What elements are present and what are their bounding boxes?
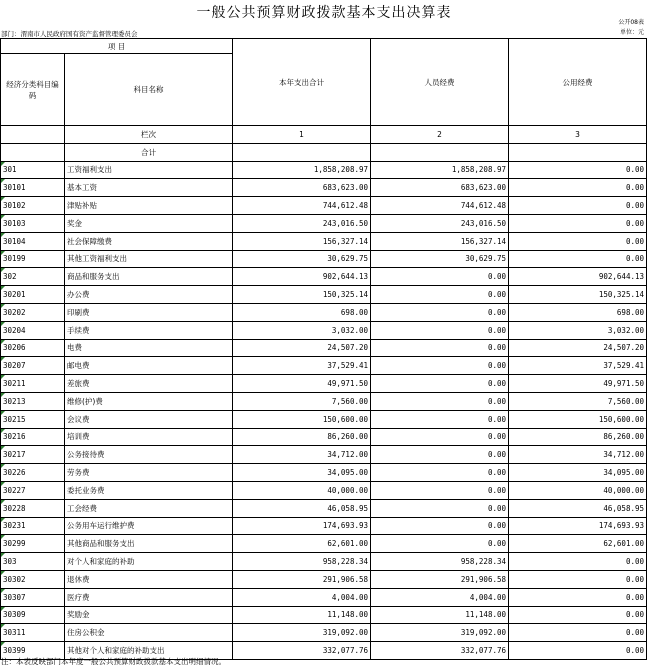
subject-name-cell: 对个人和家庭的补助 <box>65 553 233 571</box>
econ-code-cell: 30213 <box>1 392 65 410</box>
public-cell: 0.00 <box>509 570 647 588</box>
subject-name-cell: 劳务费 <box>65 464 233 482</box>
public-cell: 49,971.50 <box>509 375 647 393</box>
total-cell: 24,507.20 <box>233 339 371 357</box>
total-cell: 11,148.00 <box>233 606 371 624</box>
personnel-cell: 1,858,208.97 <box>371 161 509 179</box>
personnel-cell: 0.00 <box>371 268 509 286</box>
total-cell: 40,000.00 <box>233 481 371 499</box>
total-cell: 1,858,208.97 <box>233 161 371 179</box>
econ-code-cell: 30101 <box>1 179 65 197</box>
subject-name-cell: 奖励金 <box>65 606 233 624</box>
total-cell: 683,623.00 <box>233 179 371 197</box>
public-cell: 698.00 <box>509 303 647 321</box>
econ-code-cell: 30199 <box>1 250 65 268</box>
department-label: 部门：渭南市人民政府国有资产监督管理委员会 <box>1 30 138 38</box>
econ-code-cell: 30226 <box>1 464 65 482</box>
total-cell: 4,004.00 <box>233 588 371 606</box>
column-number-3: 3 <box>509 126 647 144</box>
total-cell: 156,327.14 <box>233 232 371 250</box>
subject-name-cell: 住房公积金 <box>65 624 233 642</box>
personnel-cell: 0.00 <box>371 321 509 339</box>
subject-name-cell: 医疗费 <box>65 588 233 606</box>
personnel-cell: 0.00 <box>371 428 509 446</box>
table-row <box>1 481 647 499</box>
subject-name-cell: 工资福利支出 <box>65 161 233 179</box>
personnel-cell: 0.00 <box>371 499 509 517</box>
public-cell: 0.00 <box>509 250 647 268</box>
total-cell: 7,560.00 <box>233 392 371 410</box>
personnel-cell: 958,228.34 <box>371 553 509 571</box>
personnel-cell: 0.00 <box>371 410 509 428</box>
public-cell: 24,507.20 <box>509 339 647 357</box>
subject-name-cell: 其他工资福利支出 <box>65 250 233 268</box>
personnel-cell: 0.00 <box>371 303 509 321</box>
personnel-cell: 319,092.00 <box>371 624 509 642</box>
footnote: 注：本表反映部门本年度一般公共预算财政拨款基本支出明细情况。 <box>1 657 226 666</box>
econ-code-cell: 30231 <box>1 517 65 535</box>
personnel-cell: 0.00 <box>371 357 509 375</box>
personnel-cell: 0.00 <box>371 517 509 535</box>
public-cell: 3,032.00 <box>509 321 647 339</box>
table-row <box>1 303 647 321</box>
econ-code-cell: 302 <box>1 268 65 286</box>
subject-name-cell: 工会经费 <box>65 499 233 517</box>
econ-code-cell: 30202 <box>1 303 65 321</box>
project-header: 项 目 <box>1 39 233 54</box>
econ-code-cell: 303 <box>1 553 65 571</box>
subject-name-cell: 差旅费 <box>65 375 233 393</box>
table-row <box>1 446 647 464</box>
table-row <box>1 179 647 197</box>
unit-label: 单位：元 <box>619 29 644 36</box>
econ-code-cell: 30307 <box>1 588 65 606</box>
table-row <box>1 375 647 393</box>
subject-name-cell: 手续费 <box>65 321 233 339</box>
public-cell: 150,325.14 <box>509 286 647 304</box>
econ-code-cell: 30215 <box>1 410 65 428</box>
public-cell: 62,601.00 <box>509 535 647 553</box>
subject-name-cell: 其他商品和服务支出 <box>65 535 233 553</box>
public-cell: 7,560.00 <box>509 392 647 410</box>
table-row <box>1 624 647 642</box>
econ-code-cell: 30103 <box>1 214 65 232</box>
table-row <box>1 161 647 179</box>
personnel-cell: 0.00 <box>371 375 509 393</box>
public-cell: 0.00 <box>509 179 647 197</box>
public-cell: 0.00 <box>509 588 647 606</box>
public-cell: 0.00 <box>509 553 647 571</box>
public-cell: 0.00 <box>509 214 647 232</box>
public-cell: 0.00 <box>509 232 647 250</box>
subject-name-cell: 公务用车运行维护费 <box>65 517 233 535</box>
personnel-cell: 0.00 <box>371 446 509 464</box>
subject-name-cell: 办公费 <box>65 286 233 304</box>
subject-name-cell: 培训费 <box>65 428 233 446</box>
public-cell: 34,095.00 <box>509 464 647 482</box>
expenditure-table <box>0 38 647 660</box>
public-cell: 37,529.41 <box>509 357 647 375</box>
personnel-cell: 30,629.75 <box>371 250 509 268</box>
public-cell: 150,600.00 <box>509 410 647 428</box>
econ-code-cell: 30228 <box>1 499 65 517</box>
econ-code-cell: 30299 <box>1 535 65 553</box>
table-row <box>1 232 647 250</box>
total-cell: 37,529.41 <box>233 357 371 375</box>
personnel-cell: 683,623.00 <box>371 179 509 197</box>
subject-name-cell: 维修(护)费 <box>65 392 233 410</box>
subject-name-cell: 退休费 <box>65 570 233 588</box>
table-row <box>1 286 647 304</box>
total-column-header: 本年支出合计 <box>233 39 371 126</box>
subject-name-cell: 印刷费 <box>65 303 233 321</box>
personnel-cell: 291,906.58 <box>371 570 509 588</box>
column-number-1: 1 <box>233 126 371 144</box>
public-cell: 0.00 <box>509 606 647 624</box>
table-row <box>1 250 647 268</box>
subject-name-cell: 公务接待费 <box>65 446 233 464</box>
personnel-cell: 0.00 <box>371 481 509 499</box>
subject-name-cell: 社会保障缴费 <box>65 232 233 250</box>
table-row <box>1 357 647 375</box>
total-cell: 291,906.58 <box>233 570 371 588</box>
report-title: 一般公共预算财政拨款基本支出决算表 <box>196 5 452 21</box>
personnel-cell: 744,612.48 <box>371 197 509 215</box>
table-row <box>1 392 647 410</box>
public-cell: 86,260.00 <box>509 428 647 446</box>
econ-code-cell: 30104 <box>1 232 65 250</box>
econ-code-cell: 30217 <box>1 446 65 464</box>
total-row-label: 合计 <box>65 143 233 161</box>
table-row <box>1 321 647 339</box>
total-cell: 49,971.50 <box>233 375 371 393</box>
econ-code-cell: 30206 <box>1 339 65 357</box>
subject-name-cell: 奖金 <box>65 214 233 232</box>
subject-name-cell: 其他对个人和家庭的补助支出 <box>65 642 233 660</box>
personnel-cell: 0.00 <box>371 286 509 304</box>
public-cell: 0.00 <box>509 161 647 179</box>
personnel-cell: 11,148.00 <box>371 606 509 624</box>
total-row <box>1 143 647 161</box>
table-row <box>1 588 647 606</box>
econ-code-cell: 30227 <box>1 481 65 499</box>
total-cell: 30,629.75 <box>233 250 371 268</box>
form-number: 公开08表 <box>618 19 644 26</box>
subject-name-cell: 基本工资 <box>65 179 233 197</box>
personnel-column-header: 人员经费 <box>371 39 509 126</box>
personnel-cell: 0.00 <box>371 535 509 553</box>
subject-name-header: 科目名称 <box>65 54 233 126</box>
total-cell: 243,016.50 <box>233 214 371 232</box>
econ-code-cell: 301 <box>1 161 65 179</box>
subject-name-cell: 邮电费 <box>65 357 233 375</box>
total-cell: 62,601.00 <box>233 535 371 553</box>
subject-name-cell: 商品和服务支出 <box>65 268 233 286</box>
public-column-header: 公用经费 <box>509 39 647 126</box>
public-cell: 40,000.00 <box>509 481 647 499</box>
total-cell: 698.00 <box>233 303 371 321</box>
table-row <box>1 214 647 232</box>
total-cell: 34,712.00 <box>233 446 371 464</box>
table-row <box>1 428 647 446</box>
table-row <box>1 535 647 553</box>
econ-code-cell: 30204 <box>1 321 65 339</box>
total-cell: 332,077.76 <box>233 642 371 660</box>
total-cell: 902,644.13 <box>233 268 371 286</box>
public-cell: 0.00 <box>509 642 647 660</box>
subject-name-cell: 会议费 <box>65 410 233 428</box>
econ-code-cell: 30211 <box>1 375 65 393</box>
personnel-cell: 0.00 <box>371 339 509 357</box>
econ-code-cell: 30201 <box>1 286 65 304</box>
table-row <box>1 410 647 428</box>
table-row <box>1 268 647 286</box>
column-number-2: 2 <box>371 126 509 144</box>
table-row <box>1 553 647 571</box>
econ-code-cell: 30309 <box>1 606 65 624</box>
public-cell: 0.00 <box>509 624 647 642</box>
personnel-cell: 332,077.76 <box>371 642 509 660</box>
public-cell: 46,058.95 <box>509 499 647 517</box>
personnel-cell: 0.00 <box>371 392 509 410</box>
econ-code-cell: 30102 <box>1 197 65 215</box>
table-row <box>1 499 647 517</box>
subject-name-cell: 津贴补贴 <box>65 197 233 215</box>
public-cell: 902,644.13 <box>509 268 647 286</box>
total-cell: 958,228.34 <box>233 553 371 571</box>
total-cell: 150,600.00 <box>233 410 371 428</box>
header-row-project <box>1 39 647 54</box>
table-row <box>1 464 647 482</box>
column-number-label: 栏次 <box>65 126 233 144</box>
total-cell: 46,058.95 <box>233 499 371 517</box>
personnel-cell: 156,327.14 <box>371 232 509 250</box>
total-cell: 34,095.00 <box>233 464 371 482</box>
personnel-cell: 0.00 <box>371 464 509 482</box>
subject-name-cell: 电费 <box>65 339 233 357</box>
econ-code-cell: 30207 <box>1 357 65 375</box>
econ-code-cell: 30311 <box>1 624 65 642</box>
personnel-cell: 243,016.50 <box>371 214 509 232</box>
econ-code-cell: 30399 <box>1 642 65 660</box>
econ-code-cell: 30302 <box>1 570 65 588</box>
public-cell: 0.00 <box>509 197 647 215</box>
column-number-row <box>1 126 647 144</box>
total-cell: 319,092.00 <box>233 624 371 642</box>
table-row <box>1 517 647 535</box>
table-row <box>1 570 647 588</box>
econ-code-header: 经济分类科目编码 <box>1 54 65 126</box>
total-cell: 3,032.00 <box>233 321 371 339</box>
public-cell: 174,693.93 <box>509 517 647 535</box>
total-cell: 744,612.48 <box>233 197 371 215</box>
total-cell: 150,325.14 <box>233 286 371 304</box>
subject-name-cell: 委托业务费 <box>65 481 233 499</box>
total-cell: 86,260.00 <box>233 428 371 446</box>
total-cell: 174,693.93 <box>233 517 371 535</box>
table-row <box>1 339 647 357</box>
table-row <box>1 606 647 624</box>
public-cell: 34,712.00 <box>509 446 647 464</box>
econ-code-cell: 30216 <box>1 428 65 446</box>
table-row <box>1 197 647 215</box>
personnel-cell: 4,004.00 <box>371 588 509 606</box>
